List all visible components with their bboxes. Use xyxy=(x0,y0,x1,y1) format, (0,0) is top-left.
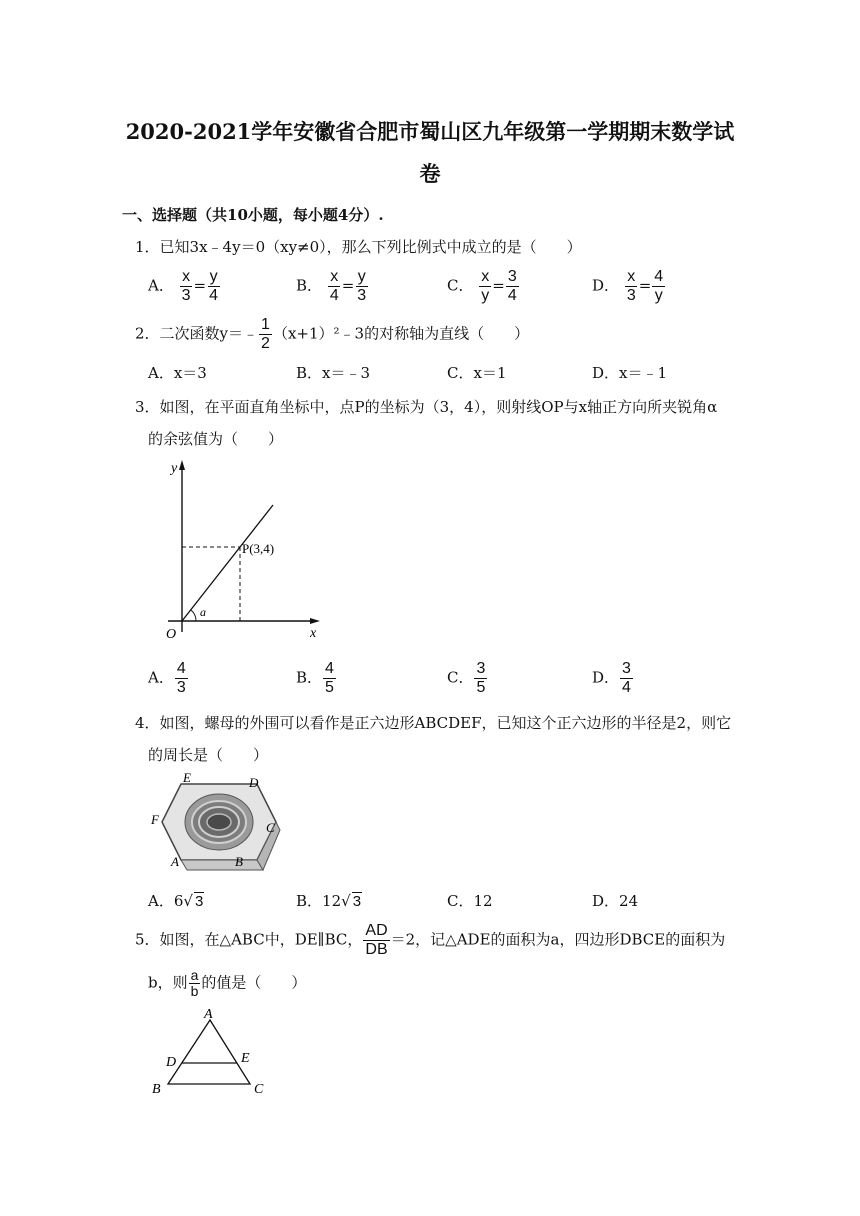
label-b: B xyxy=(152,1082,161,1097)
nut-side-face xyxy=(181,860,263,870)
label-a: A xyxy=(204,1007,213,1022)
section-heading: 一、选择题（共10小题，每小题4分）. xyxy=(122,206,384,224)
question-4-line2: 的周长是（ ） xyxy=(148,746,269,764)
angle-arc xyxy=(191,610,196,621)
label-e: E xyxy=(241,1051,250,1066)
q2-option-b: B．x＝﹣3 xyxy=(296,364,371,382)
thread-hole xyxy=(207,814,231,830)
question-4: 4．如图，螺母的外围可以看作是正六边形ABCDEF，已知这个正六边形的半径是2，则它 xyxy=(135,714,732,732)
page-title-line2: 卷 xyxy=(419,161,441,186)
label-a: A xyxy=(171,854,179,869)
question-3: 3．如图，在平面直角坐标中，点P的坐标为（3，4），则射线OP与x轴正方向所夹锐角α xyxy=(135,398,718,416)
label-c: C xyxy=(266,820,275,835)
label-d: D xyxy=(166,1055,177,1070)
question-2: 2．二次函数y＝﹣ $\frac{1}{2}$ （x+1）²﹣3的对称轴为直线（ ） xyxy=(135,316,530,352)
q4-option-d: D．24 xyxy=(592,892,639,910)
q3-option-a: A． $\frac{4}{3}$ xyxy=(148,660,186,696)
triangle-abc xyxy=(168,1020,250,1084)
q1-option-b: B． $\frac{x}{4}$ = $\frac{y}{3}$ xyxy=(296,268,367,304)
label-d: D xyxy=(249,775,259,790)
coordinate-figure xyxy=(160,458,340,648)
x-arrow-icon xyxy=(310,618,320,624)
question-stem: 已知3x﹣4y＝0（xy≠0），那么下列比例式中成立的是（ ） xyxy=(159,238,582,256)
q3-option-d: D． $\frac{3}{4}$ xyxy=(592,660,631,696)
q3-option-b: B． $\frac{4}{5}$ xyxy=(296,660,334,696)
q3-option-c: C． $\frac{3}{5}$ xyxy=(447,660,486,696)
label-b: B xyxy=(235,854,243,869)
label-e: E xyxy=(183,770,191,785)
origin-label: O xyxy=(166,627,177,642)
label-c: C xyxy=(254,1082,264,1097)
q2-option-a: A．x＝3 xyxy=(148,364,207,382)
page-title-line1: 2020-2021学年安徽省合肥市蜀山区九年级第一学期期末数学试 xyxy=(125,119,735,144)
y-arrow-icon xyxy=(179,460,185,470)
question-5: 5．如图，在△ABC中，DE∥BC， $\frac{AD}{DB}$ ＝2，记△ADE的面积为a，四边形DBCE的面积为 xyxy=(135,922,726,958)
label-f: F xyxy=(151,812,159,827)
q4-option-c: C．12 xyxy=(447,892,493,910)
ray-op xyxy=(182,505,273,621)
triangle-figure xyxy=(148,1004,278,1098)
y-label: y xyxy=(171,461,178,476)
q1-option-d: D． $\frac{x}{3}$ = $\frac{4}{y}$ xyxy=(592,268,664,304)
q1-option-c: C． $\frac{x}{y}$ = $\frac{3}{4}$ xyxy=(447,268,517,304)
q4-option-b: B．12√ 3 xyxy=(296,892,362,910)
q1-option-a: A． $\frac{x}{3}$ = $\frac{y}{4}$ xyxy=(148,268,219,304)
angle-label: a xyxy=(200,605,206,619)
q4-option-a: A．6√ 3 xyxy=(148,892,204,910)
q2-option-d: D．x＝﹣1 xyxy=(592,364,668,382)
x-label: x xyxy=(310,626,317,641)
q2-option-c: C．x＝1 xyxy=(447,364,507,382)
point-label: P(3,4) xyxy=(242,541,275,556)
question-5-line2: b，则 $\frac{a}{b}$ 的值是（ ） xyxy=(148,967,307,999)
question-number: 1． xyxy=(135,238,160,256)
question-3-line2: 的余弦值为（ ） xyxy=(148,430,284,448)
question-1 xyxy=(135,236,582,257)
hex-nut-figure xyxy=(145,770,285,880)
